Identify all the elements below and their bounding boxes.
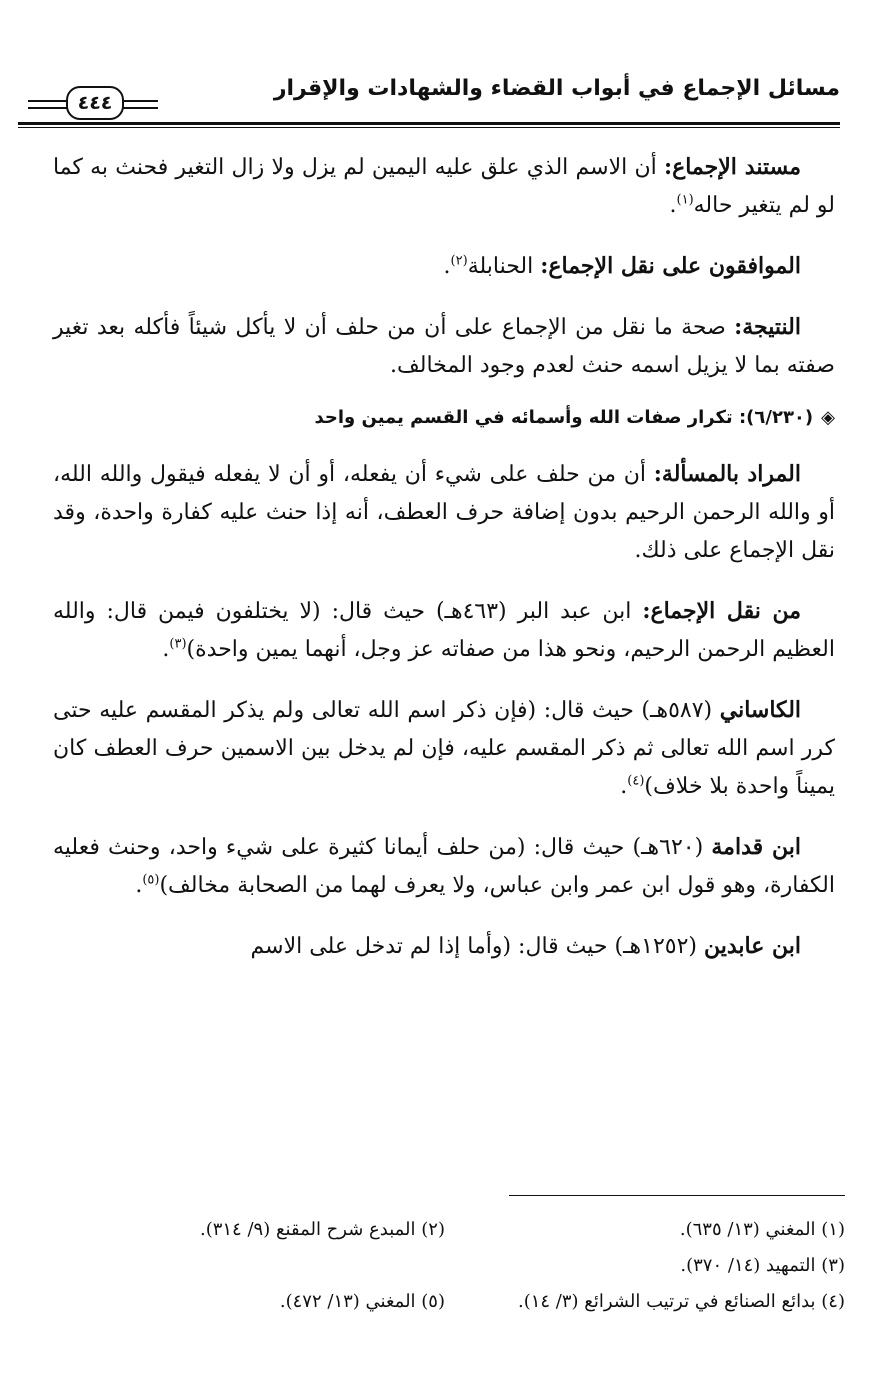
paragraph-end: . [162, 637, 170, 662]
paragraph-text: الحنابلة [467, 254, 541, 279]
footnote-4: (٤) بدائع الصنائع في ترتيب الشرائع (٣/ ١٤). [517, 1291, 845, 1312]
paragraph-label: الموافقون على نقل الإجماع: [540, 253, 801, 279]
paragraph-end: . [443, 254, 451, 279]
footnote-ref: (٥) [142, 872, 160, 888]
page-number: ٤٤٤ [66, 86, 124, 120]
footnote-ref: (٢) [450, 253, 468, 269]
paragraph-label: ابن قدامة [711, 834, 801, 860]
footnote-3: (٣) التمهيد (١٤/ ٣٧٠). [680, 1255, 845, 1276]
diamond-bullet-icon: ◈ [821, 407, 835, 428]
paragraph-agreeing [53, 247, 835, 286]
paragraph-ibn-abidin [53, 927, 835, 966]
paragraph-text: ابن عبد البر (٤٦٣هـ) حيث قال: (لا يختلفون فيمن قال: والله العظيم الرحمن الرحيم، ونحو هذا من صفاته عز وجل، أنهما يمين واحدة) [53, 599, 835, 662]
paragraph-text: صحة ما نقل من الإجماع على أن من حلف أن لا يأكل شيئاً فأكله بعد تغير صفته بما لا يزيل اسمه حنث لعدم وجود المخالف. [53, 315, 835, 378]
paragraph-label: المراد بالمسألة: [653, 461, 801, 487]
paragraph-text: أن من حلف على شيء أن يفعله، أو أن لا يفعله فيقول والله الله، أو والله الرحمن الرحيم بدون إضافة حرف العطف، أنه إذا حنث عليه كفارة واحدة، وقد نقل الإجماع على ذلك. [53, 462, 835, 563]
footnote-row [45, 1212, 845, 1248]
footnote-row [45, 1248, 845, 1284]
header-divider-thin [18, 127, 840, 128]
paragraph-end: . [135, 873, 143, 898]
paragraph-end: . [620, 774, 628, 799]
paragraph-result [53, 308, 835, 385]
footnote-5: (٥) المغني (١٣/ ٤٧٢). [279, 1291, 445, 1312]
paragraph-end: . [669, 193, 677, 218]
section-title: تكرار صفات الله وأسمائه في القسم يمين واحد [314, 407, 739, 428]
paragraph-basis [53, 148, 835, 225]
footnote-1: (١) المغني (١٣/ ٦٣٥). [679, 1219, 845, 1240]
paragraph-label: ابن عابدين [703, 933, 801, 959]
paragraph-ibn-qudama [53, 828, 835, 905]
main-text [53, 148, 835, 988]
section-number: (٦/٢٣٠): [738, 407, 814, 428]
paragraph-text: (١٢٥٢هـ) حيث قال: (وأما إذا لم تدخل على الاسم [250, 934, 704, 959]
paragraph-label: من نقل الإجماع: [642, 598, 801, 624]
paragraph-label: الكاساني [719, 697, 802, 723]
footnote-divider [509, 1195, 845, 1196]
paragraph-label: مستند الإجماع: [663, 154, 802, 180]
header-title: مسائل الإجماع في أبواب القضاء والشهادات والإقرار [273, 76, 840, 101]
paragraph-meaning [53, 455, 835, 570]
footnote-2: (٢) المبدع شرح المقنع (٩/ ٣١٤). [199, 1219, 445, 1240]
paragraph-text: (٦٢٠هـ) حيث قال: (من حلف أيمانا كثيرة على شيء واحد، وحنث فعليه الكفارة، وهو قول ابن عمر وابن عباس، ولا يعرف لهما من الصحابة مخالف) [53, 835, 835, 898]
section-heading [53, 403, 835, 433]
paragraph-text: أن الاسم الذي علق عليه اليمين لم يزل ولا زال التغير فحنث به كما لو لم يتغير حاله [53, 155, 835, 218]
paragraph-ibn-abd-albarr [53, 592, 835, 669]
footnotes [45, 1212, 845, 1320]
paragraph-text: (٥٨٧هـ) حيث قال: (فإن ذكر اسم الله تعالى ولم يذكر المقسم عليه حتى كرر اسم الله تعالى ثم ذكر المقسم عليه، فإن لم يدخل بين الاسمين حرف العطف كان يميناً واحدة بلا خلاف) [53, 698, 835, 799]
footnote-ref: (٤) [627, 773, 645, 789]
footnote-row [45, 1284, 845, 1320]
footnote-ref: (١) [676, 192, 694, 208]
paragraph-label: النتيجة: [734, 314, 801, 340]
header-divider [18, 122, 840, 125]
page-number-ornament [28, 86, 158, 122]
paragraph-kasani [53, 691, 835, 806]
running-header [18, 70, 840, 128]
footnote-ref: (٣) [169, 636, 187, 652]
